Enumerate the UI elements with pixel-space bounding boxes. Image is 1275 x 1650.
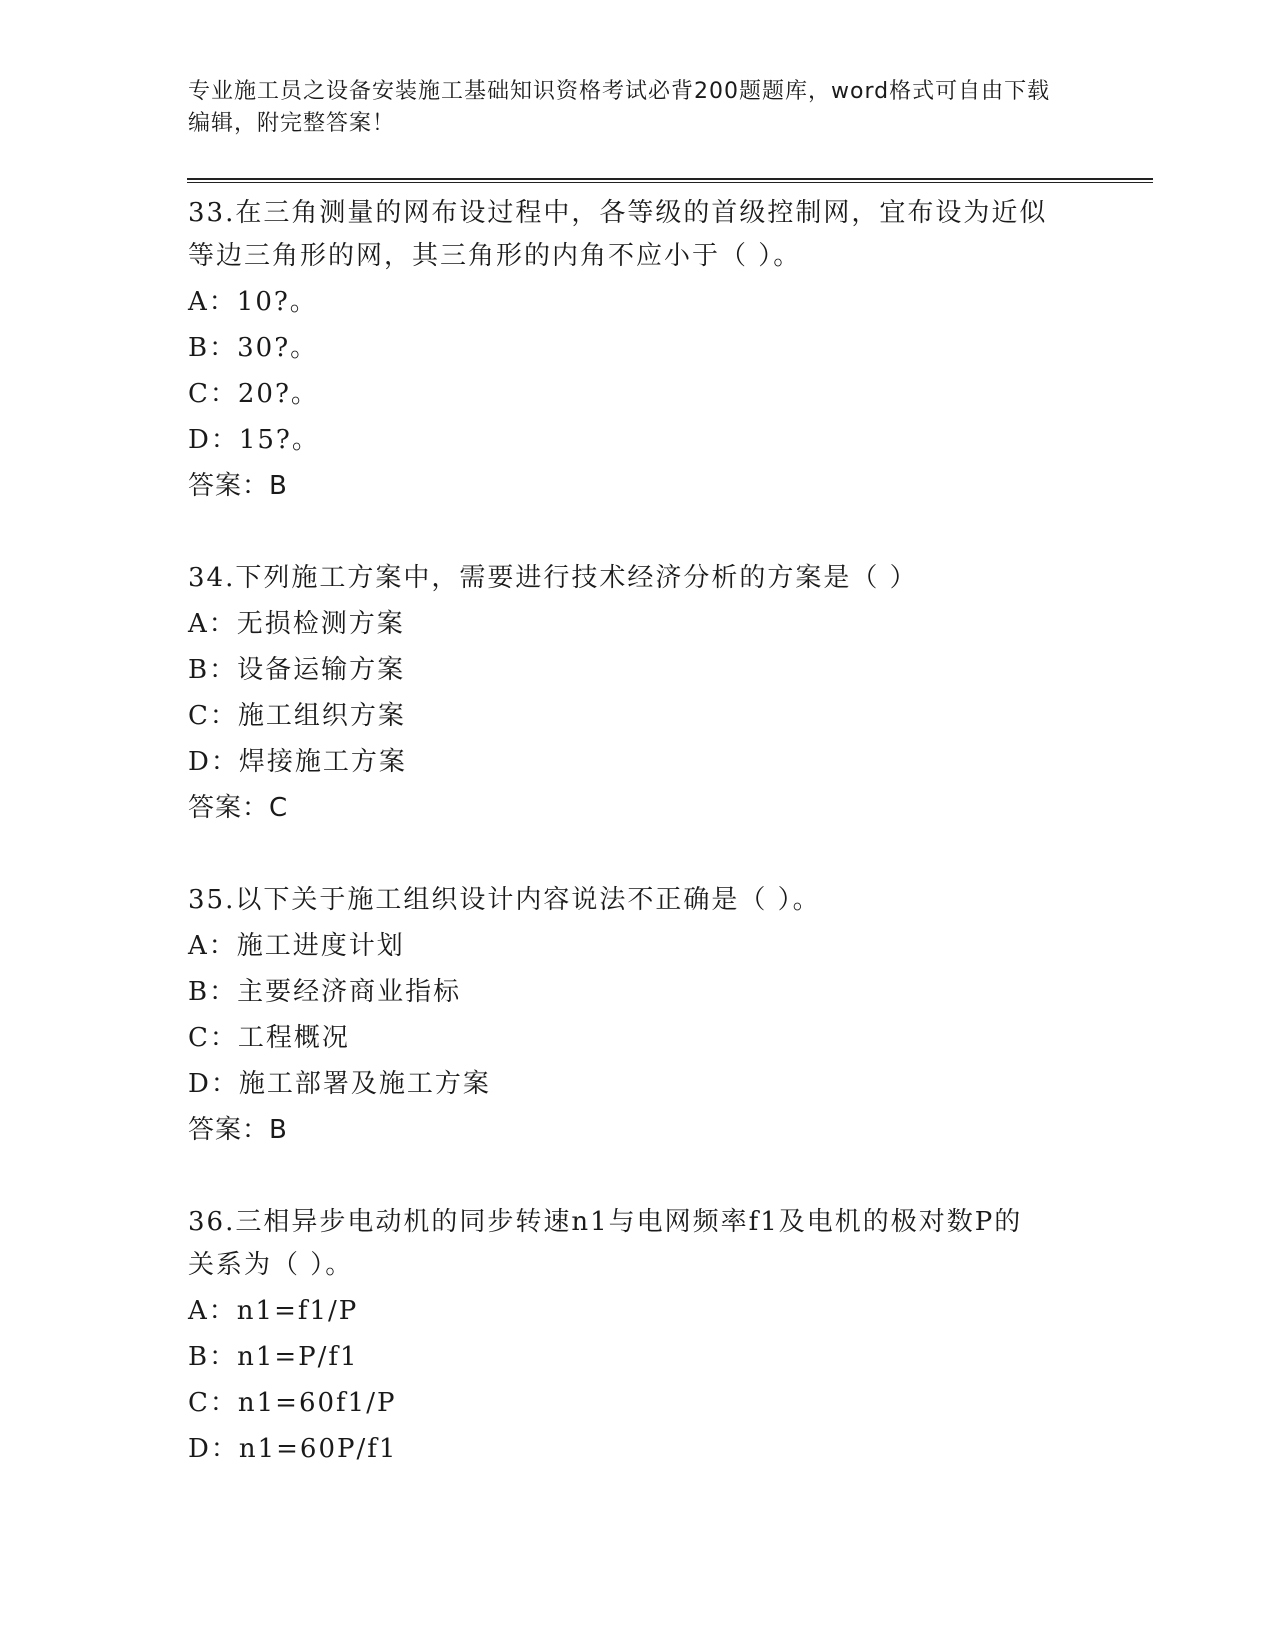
question-35 [188, 879, 1088, 1155]
option-b: B：n1=P/f1 [188, 1342, 359, 1372]
option-c: C：20?。 [188, 379, 319, 409]
option-c: C：n1=60f1/P [188, 1388, 397, 1418]
questions-list [188, 192, 1088, 1474]
question-stem: 34.下列施工方案中，需要进行技术经济分析的方案是（ ） [188, 563, 918, 593]
answer-line: 答案：B [188, 1115, 288, 1145]
header-rule-bottom [187, 182, 1153, 183]
question-stem: 36.三相异步电动机的同步转速n1与电网频率f1及电机的极对数P的关系为（ ）。 [188, 1207, 1023, 1280]
option-a: A：施工进度计划 [188, 931, 405, 961]
option-b: B：30?。 [188, 333, 319, 363]
question-33 [188, 192, 1088, 511]
option-b: B：设备运输方案 [188, 655, 406, 685]
option-a: A：10?。 [188, 287, 318, 317]
question-36 [188, 1201, 1088, 1474]
option-c: C：施工组织方案 [188, 701, 406, 731]
question-stem: 35.以下关于施工组织设计内容说法不正确是（ ）。 [188, 885, 821, 915]
option-a: A：无损检测方案 [188, 609, 405, 639]
option-d: D：施工部署及施工方案 [188, 1069, 491, 1099]
question-34 [188, 557, 1088, 833]
question-stem: 33.在三角测量的网布设过程中，各等级的首级控制网，宜布设为近似等边三角形的网，其三角形的内角不应小于（ ）。 [188, 198, 1048, 271]
document-header: 专业施工员之设备安装施工基础知识资格考试必背200题题库，word格式可自由下载编辑，附完整答案！ [188, 79, 1051, 136]
option-d: D：15?。 [188, 425, 320, 455]
option-a: A：n1=f1/P [188, 1296, 359, 1326]
option-d: D：n1=60P/f1 [188, 1434, 398, 1464]
header-rule-top [187, 178, 1153, 180]
answer-line: 答案：B [188, 471, 288, 501]
option-b: B：主要经济商业指标 [188, 977, 462, 1007]
answer-line: 答案：C [188, 793, 289, 823]
option-d: D：焊接施工方案 [188, 747, 407, 777]
option-c: C：工程概况 [188, 1023, 350, 1053]
